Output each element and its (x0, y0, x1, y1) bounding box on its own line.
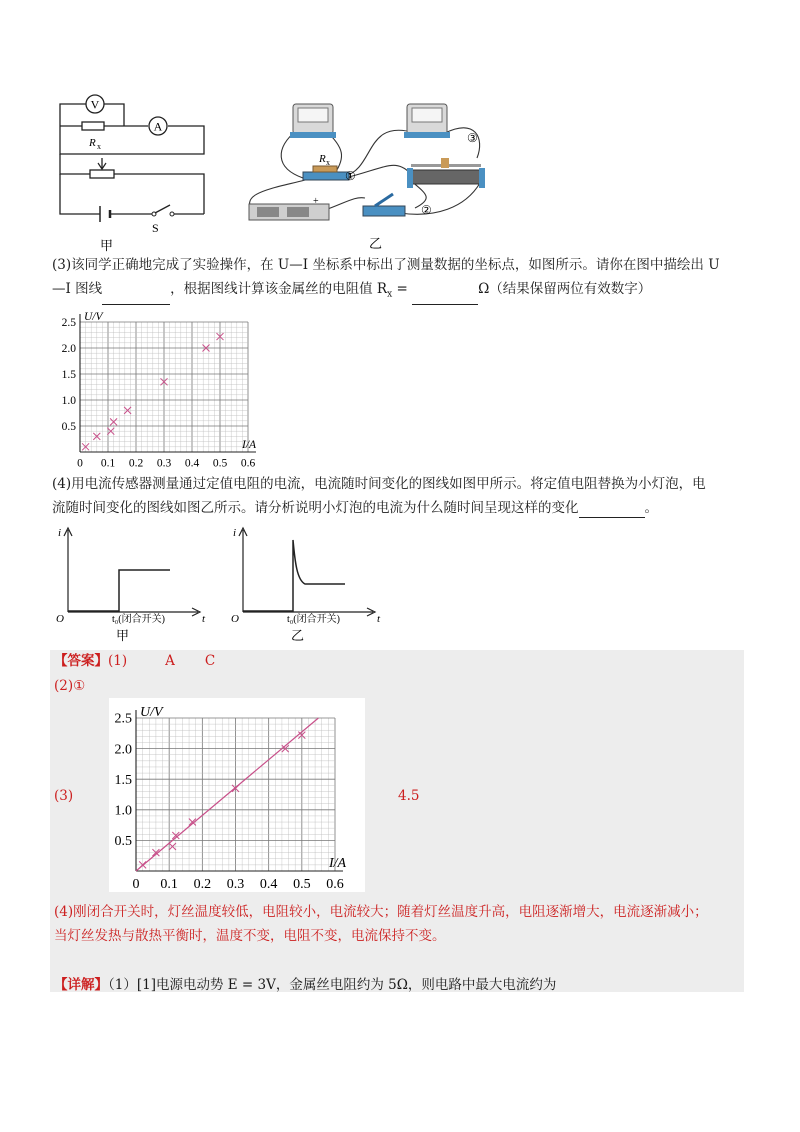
resistor-rx (82, 122, 104, 130)
q-chart-x-tick: 0.4 (184, 457, 200, 470)
it-jia-caption: 甲 (116, 628, 130, 643)
it-graph-jia (52, 522, 217, 648)
voltmeter-device (290, 104, 336, 138)
q-chart-x-tick: 0.2 (128, 457, 144, 470)
question-3-line-1: (3)该同学正确地完成了实验操作，在 U—I 坐标系中标出了测量数据的坐标点，如图所示。请你在图中描绘出 U (52, 257, 720, 273)
switch-s (152, 205, 174, 216)
battery-plus: + (313, 196, 319, 207)
q-chart-y-tick: 1.5 (61, 368, 76, 381)
q-chart-x-tick: 0.6 (240, 457, 256, 470)
q-chart-grid (80, 322, 248, 452)
a-chart-fit-line (136, 718, 318, 871)
it-yi-t-label: t (377, 613, 381, 625)
q3-text-b: ，根据图线计算该金属丝的电阻值 R (170, 281, 388, 297)
q3-text-a: —I 图线 (52, 281, 103, 297)
q3-text-c: = (392, 281, 408, 297)
question-4-line-2 (52, 498, 752, 518)
slide-rheostat (90, 170, 114, 178)
circuit-diagram-yi (235, 98, 505, 250)
q-chart-y-tick: 1.0 (61, 394, 76, 407)
q-chart-y-tick: 2.0 (61, 342, 76, 355)
answer-part-2: (2)① (54, 678, 86, 694)
answer-part-3-value: 4.5 (398, 788, 420, 804)
answer-part-4-line-2: 当灯丝发热与散热平衡时，温度不变，电阻不变，电流保持不变。 (54, 928, 446, 944)
wire-label-1: ① (345, 169, 356, 183)
wire-label-3: ③ (467, 131, 478, 145)
battery-symbol (100, 206, 110, 222)
answer-part-1-b: C (204, 653, 216, 669)
ammeter-label: A (153, 119, 163, 134)
q-chart-y-tick: 0.5 (61, 420, 76, 433)
q-chart-y-tick: 2.5 (61, 316, 76, 329)
q4-answer-blank[interactable] (579, 501, 645, 518)
answer-part-4-line-1: (4)刚闭合开关时，灯丝温度较低，电阻较小，电流较大；随着灯丝温度升高，电阻逐渐增大，电流逐渐减小； (54, 904, 708, 920)
answer-tag: 【答案】 (54, 653, 108, 669)
q3-subscript: x (387, 289, 393, 300)
q4-text: 流随时间变化的图线如图乙所示。请分析说明小灯泡的电流为什么随时间呈现这样的变化 (52, 500, 579, 516)
detail-text: （1）[1]电源电动势 E = 3V，金属丝电阻约为 5Ω，则电路中最大电流约为 (108, 977, 557, 993)
a-chart-y-tick: 2.0 (114, 742, 132, 758)
a-chart-x-tick: 0.1 (160, 877, 178, 892)
detail-line (54, 975, 556, 995)
detail-tag: 【详解】 (54, 977, 108, 993)
q3-answer-blank-2[interactable] (412, 288, 478, 305)
it-jia-origin: O (56, 613, 64, 625)
a-chart-grid (136, 718, 335, 871)
circuit-yi-caption: 乙 (369, 236, 383, 250)
a-chart-y-tick: 1.5 (114, 772, 132, 788)
q-chart-x-label: I/A (242, 439, 257, 451)
voltmeter-label: V (90, 97, 100, 112)
a-chart-x-tick: 0.2 (193, 877, 212, 892)
a-chart-x-tick: 0 (132, 877, 140, 892)
answer-part-3-num: (3) (54, 788, 74, 804)
rx-device-label: R (319, 153, 326, 165)
it-jia-t0: t₀(闭合开关) (112, 614, 165, 625)
switch-device (363, 194, 405, 216)
a-chart-x-tick: 0.4 (259, 877, 278, 892)
q4-text-end: 。 (644, 500, 658, 516)
q-chart-x-tick: 0 (77, 457, 83, 470)
q-chart-x-tick: 0.5 (212, 457, 228, 470)
rx-device (303, 166, 349, 180)
a-chart-y-label: U/V (140, 705, 163, 720)
switch-label: S (152, 221, 159, 235)
q-chart-x-tick: 0.3 (156, 457, 172, 470)
it-yi-caption: 乙 (291, 628, 305, 643)
it-graph-yi (227, 522, 392, 648)
it-yi-curve (243, 540, 345, 611)
a-chart-x-tick: 0.5 (293, 877, 311, 892)
circuit-diagram-jia (52, 92, 222, 252)
answer-part-1-num: (1) (108, 653, 128, 669)
it-jia-curve (68, 570, 170, 611)
a-chart-y-tick: 0.5 (114, 834, 132, 850)
circuit-jia-caption: 甲 (100, 238, 114, 252)
answer-line-1 (54, 651, 215, 671)
rx-subscript: x (97, 142, 101, 151)
it-yi-origin: O (231, 613, 239, 625)
question-4-line-1: (4)用电流传感器测量通过定值电阻的电流，电流随时间变化的图线如图甲所示。将定值电阻替换为小灯泡，电 (52, 476, 706, 492)
it-yi-t0: t₀(闭合开关) (287, 614, 340, 625)
wire-label-2: ② (421, 203, 432, 217)
a-chart-x-tick: 0.6 (326, 877, 344, 892)
answer-part-1-a: A (165, 653, 175, 669)
rx-label: R (89, 137, 96, 149)
a-chart-x-tick: 0.3 (226, 877, 245, 892)
q3-text-d: Ω（结果保留两位有效数字） (478, 281, 652, 297)
a-chart-y-tick: 2.5 (114, 711, 132, 727)
ui-chart-answer (109, 698, 365, 892)
q-chart-y-label: U/V (84, 311, 103, 323)
a-chart-y-tick: 1.0 (114, 803, 132, 819)
ui-chart-question (52, 300, 270, 470)
rheostat-device (407, 158, 485, 188)
rx-device-subscript: x (326, 158, 330, 167)
a-chart-x-label: I/A (329, 856, 347, 871)
q-chart-x-tick: 0.1 (100, 457, 116, 470)
it-yi-i-label: i (233, 527, 237, 539)
ammeter-device (404, 104, 450, 138)
it-jia-i-label: i (58, 527, 62, 539)
it-jia-t-label: t (202, 613, 206, 625)
